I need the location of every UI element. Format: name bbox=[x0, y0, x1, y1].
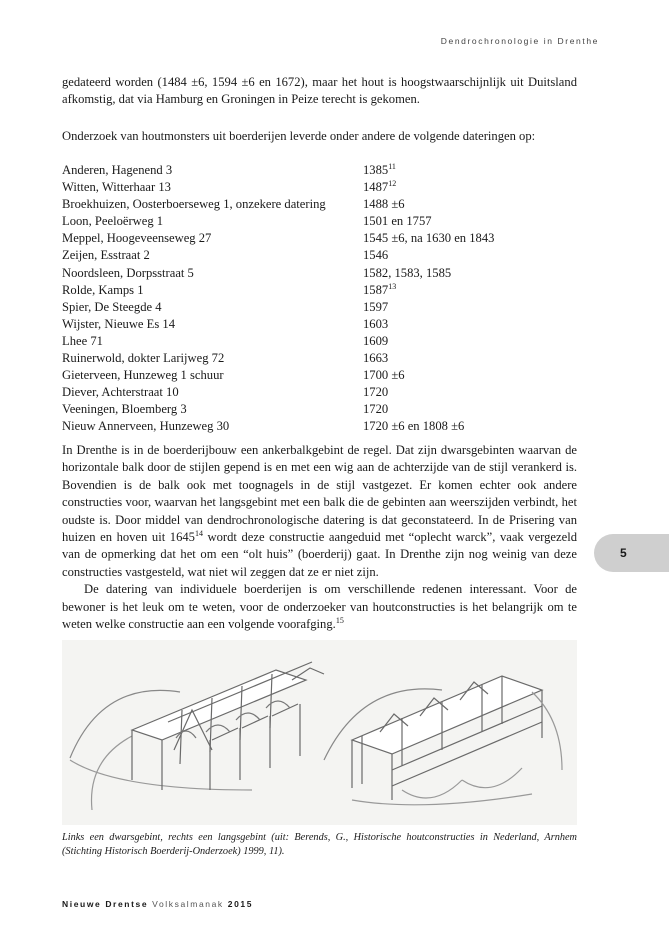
date: 1720 ±6 en 1808 ±6 bbox=[363, 419, 465, 434]
place: Nieuw Annerveen, Hunzeweg 30 bbox=[62, 419, 230, 434]
list-item bbox=[62, 316, 577, 333]
date: 1700 ±6 bbox=[363, 368, 405, 383]
list-item bbox=[62, 162, 577, 179]
footer-year: 2015 bbox=[227, 899, 254, 909]
figure-caption: Links een dwarsgebint, rechts een langsgebint (uit: Berends, G., Historische houtconstructies in Nederland, Arnhem (Stichting Historisch Boerderij-Onderzoek) 1999, 11). bbox=[62, 832, 577, 857]
footnote-ref: 14 bbox=[194, 529, 203, 539]
timber-frame-illustration bbox=[62, 640, 577, 825]
list-item bbox=[62, 179, 577, 196]
list-item bbox=[62, 299, 577, 316]
intro-text: gedateerd worden (1484 ±6, 1594 ±6 en 1672), maar het hout is hoogstwaarschijnlijk uit Duitsland afkomstig, dat via Hamburg en Groningen in Peize terecht is gekomen. bbox=[62, 75, 577, 107]
date: 1720 bbox=[363, 402, 389, 417]
page-number-tab: 5 bbox=[594, 534, 669, 572]
dating-list bbox=[62, 162, 577, 436]
list-lead-text: Onderzoek van houtmonsters uit boerderijen leverde onder andere de volgende dateringen op: bbox=[62, 129, 536, 143]
footnote-ref: 13 bbox=[388, 281, 397, 291]
date: 1597 bbox=[363, 299, 389, 314]
date: 1582, 1583, 1585 bbox=[363, 265, 452, 280]
place: Loon, Peeloërweg 1 bbox=[62, 214, 164, 229]
place: Anderen, Hagenend 3 bbox=[62, 163, 173, 177]
date: 1501 en 1757 bbox=[363, 214, 432, 229]
list-item bbox=[62, 384, 577, 401]
place: Zeijen, Esstraat 2 bbox=[62, 248, 150, 263]
date: 1385$^{11}$ bbox=[363, 162, 396, 177]
construction-figure bbox=[62, 640, 577, 825]
date: 1603 bbox=[363, 316, 389, 331]
list-item bbox=[62, 265, 577, 282]
date: 1487$^{12}$ bbox=[363, 179, 397, 195]
place: Noordsleen, Dorpsstraat 5 bbox=[62, 265, 194, 280]
running-head: Dendrochronologie in Drenthe bbox=[440, 36, 599, 46]
list-item bbox=[62, 418, 577, 435]
place: Ruinerwold, dokter Larijweg 72 bbox=[62, 351, 225, 366]
date: 1663 bbox=[363, 351, 389, 366]
list-item bbox=[62, 350, 577, 367]
list-item bbox=[62, 230, 577, 247]
date: 1587$^{13}$ bbox=[363, 281, 397, 297]
paragraph-2: De datering van individuele boerderijen is om verschillende redenen interessant. Voor de bewoner is het leuk om te weten, voor de onderzoeker van houtconstructies is het belangrijk om te weten welke constructie aan een volgende voorafging.$^{15}$ bbox=[62, 582, 577, 632]
list-item bbox=[62, 333, 577, 350]
footer bbox=[62, 899, 253, 909]
place: Veeningen, Bloemberg 3 bbox=[62, 402, 187, 417]
place: Broekhuizen, Oosterboerseweg 1, onzekere datering bbox=[62, 197, 326, 212]
place: Diever, Achterstraat 10 bbox=[62, 385, 179, 400]
list-item bbox=[62, 367, 577, 384]
list-item bbox=[62, 247, 577, 264]
date: 1720 bbox=[363, 385, 389, 400]
place: Witten, Witterhaar 13 bbox=[62, 180, 171, 195]
list-item bbox=[62, 213, 577, 230]
footnote-ref: 11 bbox=[388, 162, 396, 171]
date: 1609 bbox=[363, 333, 389, 348]
place: Lhee 71 bbox=[62, 333, 103, 348]
place: Wijster, Nieuwe Es 14 bbox=[62, 316, 176, 331]
footer-title-1: Nieuwe Drentse bbox=[62, 899, 149, 909]
list-item bbox=[62, 401, 577, 418]
intro-paragraph bbox=[62, 74, 577, 109]
main-text bbox=[62, 442, 577, 633]
footnote-ref: 12 bbox=[388, 179, 397, 189]
paragraph-1: In Drenthe is in de boerderijbouw een ankerbalkgebint de regel. Dat zijn dwarsgebinten waarvan de horizontale balk door de stijlen gepend is en met een wig aan de achterzijde van de stijl verankerd is. Bovendien is de balk ook met toognagels in de stijl vastgezet. Er komen echter ook andere constructies voor, waarvan het langsgebint met een balk die de gebinten aan weerszijden verbindt, het oudste is. Door middel van dendrochronologische datering is dat geconstateerd. In de Prisering van huizen en hoven uit 1645$^{14}$ wordt deze constructie aangeduid met “oplecht warck”, vaak vergezeld van de opmerking dat het om een “olt huis” (boerderij) gaat. In Drenthe zijn nog weinig van deze constructies vastgesteld, wat niet wil zeggen dat ze er niet zijn. bbox=[62, 443, 577, 579]
footer-title-2: Volksalmanak bbox=[152, 899, 224, 909]
place: Meppel, Hoogeveenseweg 27 bbox=[62, 231, 212, 246]
date: 1488 ±6 bbox=[363, 197, 405, 212]
date: 1545 ±6, na 1630 en 1843 bbox=[363, 231, 495, 246]
place: Rolde, Kamps 1 bbox=[62, 282, 144, 297]
list-item bbox=[62, 196, 577, 213]
place: Gieterveen, Hunzeweg 1 schuur bbox=[62, 368, 224, 383]
list-lead bbox=[62, 128, 577, 145]
list-item bbox=[62, 282, 577, 299]
place: Spier, De Steegde 4 bbox=[62, 299, 162, 314]
date: 1546 bbox=[363, 248, 389, 263]
footnote-ref: 15 bbox=[335, 616, 344, 626]
